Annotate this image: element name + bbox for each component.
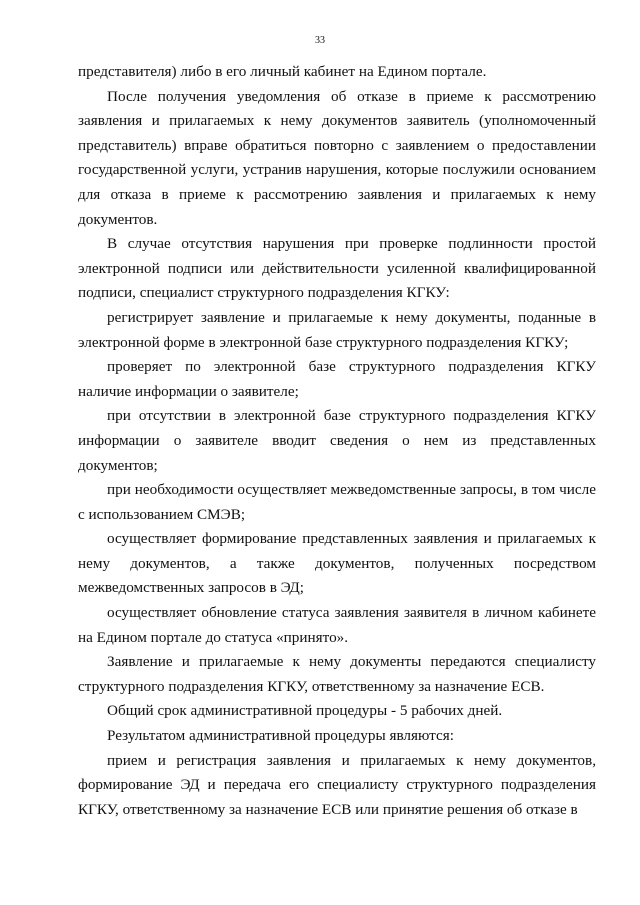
paragraph-interagency-requests: при необходимости осуществляет межведомственные запросы, в том числе с использованием СМЭВ; <box>78 481 596 523</box>
paragraph-continuation: представителя) либо в его личный кабинет на Едином портале. <box>78 63 487 80</box>
paragraph-refusal-resubmission: После получения уведомления об отказе в приеме к рассмотрению заявления и прилагаемых к нему документов заявитель (уполномоченный представитель) вправе обратиться повторно с заявлением о предоставлении государственной услуги, устранив нарушения, которые послужили основанием для отказа в приеме к рассмотрению заявления и прилагаемых к нему документов. <box>78 87 596 228</box>
paragraph-forming-ed: осуществляет формирование представленных заявления и прилагаемых к нему документов, а также документов, полученных посредством межведомственных запросов в ЭД; <box>78 530 596 597</box>
paragraph-check-applicant: проверяет по электронной базе структурного подразделения КГКУ наличие информации о заявителе; <box>78 358 596 400</box>
paragraph-registration: регистрирует заявление и прилагаемые к нему документы, поданные в электронной форме в электронной базе структурного подразделения КГКУ; <box>78 308 596 351</box>
paragraph-enter-applicant: при отсутствии в электронной базе структурного подразделения КГКУ информации о заявителе вводит сведения о нем из представленных документов; <box>78 407 596 474</box>
document-body <box>78 60 596 822</box>
page-number: 33 <box>315 35 325 46</box>
paragraph-results-heading: Результатом административной процедуры являются: <box>107 727 454 745</box>
paragraph-status-update: осуществляет обновление статуса заявления заявителя в личном кабинете на Едином портале до статуса «принято». <box>78 604 596 646</box>
paragraph-results: прием и регистрация заявления и прилагаемых к нему документов, формирование ЭД и передача его специалисту структурного подразделения КГКУ, ответственному за назначение ЕСВ или принятие решения об отказе в <box>78 751 596 818</box>
paragraph-transfer: Заявление и прилагаемые к нему документы передаются специалисту структурного подразделения КГКУ, ответственному за назначение ЕСВ. <box>78 653 596 695</box>
paragraph-total-term: Общий срок административной процедуры - 5 рабочих дней. <box>107 702 503 720</box>
paragraph-signature-check: В случае отсутствия нарушения при проверке подлинности простой электронной подписи или действительности усиленной квалифицированной подписи, специалист структурного подразделения КГКУ: <box>78 235 596 302</box>
